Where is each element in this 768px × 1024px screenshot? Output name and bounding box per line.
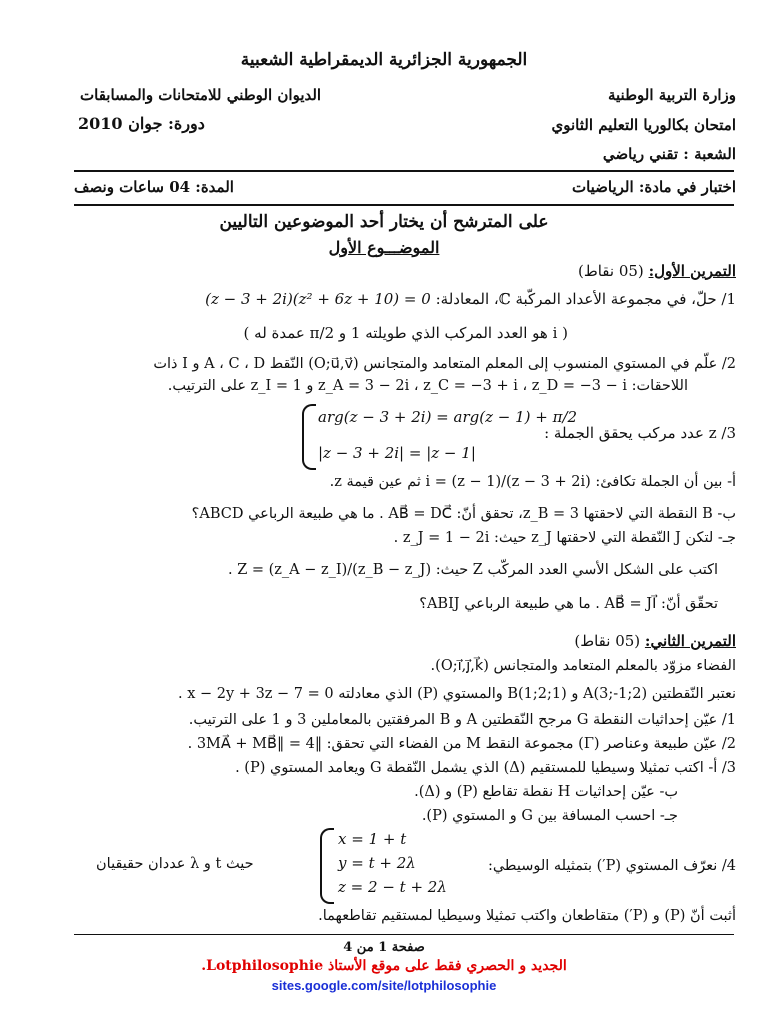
ex2-q1: 1/ عيّن إحداثيات النقطة G مرجح النّقطتين A و B المرفقتين بالمعاملين 3 و 1 على الترتيب. <box>188 712 736 728</box>
footer-divider <box>74 934 734 935</box>
header-divider <box>74 170 734 172</box>
ex2-q3c: جـ- احسب المسافة بين G و المستوي (P). <box>421 808 678 824</box>
ex1-q1 <box>205 290 736 308</box>
duration: المدة: 04 ساعات ونصف <box>74 178 234 196</box>
ex1-q1-note: ( i هو العدد المركب الذي طويلته 1 و π/2 عمدة له ) <box>243 324 568 342</box>
ex1-q3e: تحقّق أنّ: AB⃗ = JI⃗ . ما هي طبيعة الرباعي ABIJ؟ <box>419 596 718 612</box>
subject-divider <box>74 204 734 206</box>
ex1-q3: 3/ z عدد مركب يحقق الجملة : <box>544 424 736 442</box>
ex2-q4b: أثبت أنّ (P) و (P′) متقاطعان واكتب تمثيلا وسيطيا لمستقيم تقاطعهما. <box>318 908 736 924</box>
ex1-q2-line1: 2/ علّم في المستوي المنسوب إلى المعلم المتعامد والمتجانس (O;u⃗,v⃗) النّقط A ، C ، D و I ذات <box>153 356 736 372</box>
param-z: z = 2 − t + 2λ <box>338 878 447 896</box>
ex1-q3a: أ- بين أن الجملة تكافئ: (z − 3 + 2i)/(z − 1) = i ثم عين قيمة z. <box>329 474 736 490</box>
ex1-q1-text: 1/ حلّ، في مجموعة الأعداد المركّبة ℂ، المعادلة: <box>435 290 736 308</box>
topic-title: الموضـــوع الأول <box>328 238 440 257</box>
exercise-2-points: (05 نقاط) <box>574 632 641 650</box>
param-x: x = 1 + t <box>338 830 407 848</box>
ex1-system-eq1: arg(z − 3 + 2i) = arg(z − 1) + π/2 <box>318 408 578 426</box>
exercise-2-heading <box>574 632 736 650</box>
ex1-q3d: اكتب على الشكل الأسي العدد المركّب Z حيث: Z = (z_A − z_I)/(z_B − z_J) . <box>227 562 718 578</box>
ex1-q3b: ب- B النقطة التي لاحقتها z_B = 3، تحقق أنّ: AB⃗ = DC⃗ . ما هي طبيعة الرباعي ABCD؟ <box>191 506 736 522</box>
instruction: على المترشح أن يختار أحد الموضوعين التاليين <box>219 212 549 232</box>
exercise-1-title: التمرين الأول: <box>648 262 736 280</box>
system-brace <box>302 404 316 470</box>
ex1-q1-equation: (z − 3 + 2i)(z² + 6z + 10) = 0 <box>205 290 431 308</box>
ex1-q2-line2: اللاحقات: z_A = 3 − 2i ، z_C = −3 + i ، z_D = −3 − i و z_I = 1 على الترتيب. <box>167 378 688 394</box>
parametric-brace <box>320 828 334 904</box>
ex1-system-eq2: |z − 3 + 2i| = |z − 1| <box>318 444 476 462</box>
exam-office: الديوان الوطني للامتحانات والمسابقات <box>80 86 322 104</box>
exercise-1-heading <box>578 262 736 280</box>
exam-name: امتحان بكالوريا التعليم الثانوي <box>551 116 736 134</box>
exercise-2-title: التمرين الثاني: <box>644 632 736 650</box>
ex2-q4: 4/ نعرّف المستوي (P′) بتمثيله الوسيطي: <box>487 858 736 874</box>
ex2-q3a: 3/ أ- اكتب تمثيلا وسيطيا للمستقيم (Δ) الذي يشمل النّقطة G ويعامد المستوي (P) . <box>235 760 736 776</box>
ex2-intro: الفضاء مزوّد بالمعلم المتعامد والمتجانس (O;i⃗,j⃗,k⃗). <box>430 658 736 674</box>
param-y: y = t + 2λ <box>338 854 416 872</box>
param-note: حيث t و λ عددان حقيقيان <box>96 856 254 872</box>
page-number: صفحة 1 من 4 <box>343 940 425 955</box>
promo-text: الجديد و الحصري فقط على موقع الأستاذ Lotphilosophie. <box>201 958 567 974</box>
session: دورة: جوان 2010 <box>78 114 205 133</box>
ex2-line1: نعتبر النّقطتين A(3;-1;2) و B(1;2;1) والمستوي (P) الذي معادلته x − 2y + 3z − 7 = 0 . <box>178 686 736 702</box>
ministry: وزارة التربية الوطنية <box>607 86 736 104</box>
site-link[interactable]: sites.google.com/site/lotphilosophie <box>271 978 497 993</box>
ex2-q3b: ب- عيّن إحداثيات H نقطة تقاطع (P) و (Δ). <box>414 784 678 800</box>
exercise-1-points: (05 نقاط) <box>578 262 644 280</box>
republic-title: الجمهورية الجزائرية الديمقراطية الشعبية <box>240 50 528 70</box>
ex1-q3c: جـ- لتكن J النّقطة التي لاحقتها z_J حيث: z_J = 1 − 2i . <box>393 530 736 546</box>
subject: اختبار في مادة: الرياضيات <box>571 178 736 196</box>
ex2-q2: 2/ عيّن طبيعة وعناصر (Γ) مجموعة النقط M من الفضاء التي تحقق: ‖3MA⃗ + MB⃗‖ = 4 . <box>187 736 736 752</box>
branch: الشعبة : تقني رياضي <box>602 145 736 163</box>
